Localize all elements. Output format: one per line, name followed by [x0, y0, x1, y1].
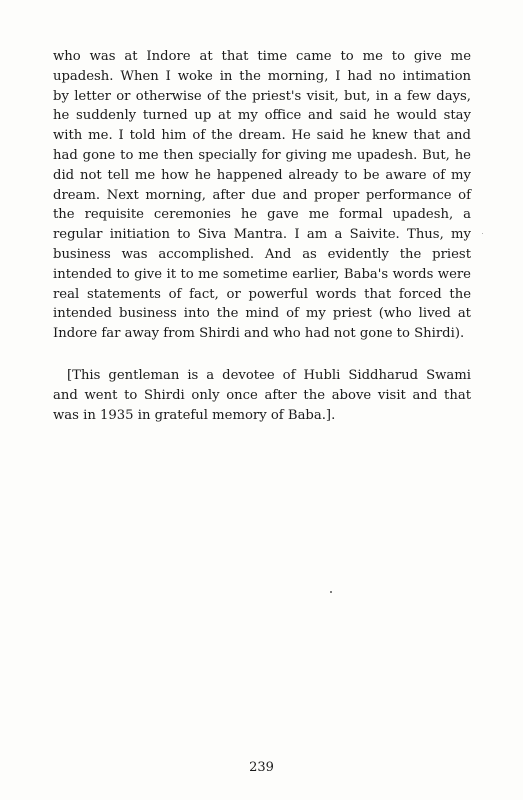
scan-speck — [482, 233, 483, 234]
text-line: by letter or otherwise of the priest's visit, but, in a few days, — [53, 88, 471, 104]
text-line: had gone to me then specially for giving me upadesh. But, he — [53, 147, 471, 163]
text-line: [This gentleman is a devotee of Hubli Siddharud Swami — [67, 368, 471, 383]
text-line: regular initiation to Siva Mantra. I am a Saivite. Thus, my — [53, 227, 471, 243]
text-line: did not tell me how he happened already to be aware of my — [53, 167, 471, 183]
text-line: business was accomplished. And as evidently the priest — [53, 246, 471, 262]
text-line: real statements of fact, or powerful words that forced the — [53, 286, 471, 302]
paragraph-footnote — [53, 366, 471, 425]
text-line: Indore far away from Shirdi and who had not gone to Shirdi). — [53, 326, 465, 342]
text-line: dream. Next morning, after due and proper performance of — [53, 187, 471, 203]
page-number: 239 — [249, 760, 274, 775]
text-line: he suddenly turned up at my office and said he would stay — [53, 108, 471, 124]
text-line: intended business into the mind of my priest (who lived at — [53, 306, 471, 322]
text-line: the requisite ceremonies he gave me formal upadesh, a — [53, 207, 471, 223]
text-line: intended to give it to me sometime earlier, Baba's words were — [53, 266, 471, 282]
text-line: who was at Indore at that time came to me to give me — [53, 49, 471, 64]
paragraph-main — [53, 47, 471, 344]
text-line: with me. I told him of the dream. He said he knew that and — [53, 128, 471, 144]
scan-speck — [330, 591, 332, 593]
text-line: was in 1935 in grateful memory of Baba.]. — [53, 407, 336, 423]
text-line: upadesh. When I woke in the morning, I had no intimation — [53, 68, 471, 84]
text-line: and went to Shirdi only once after the above visit and that — [53, 387, 471, 403]
